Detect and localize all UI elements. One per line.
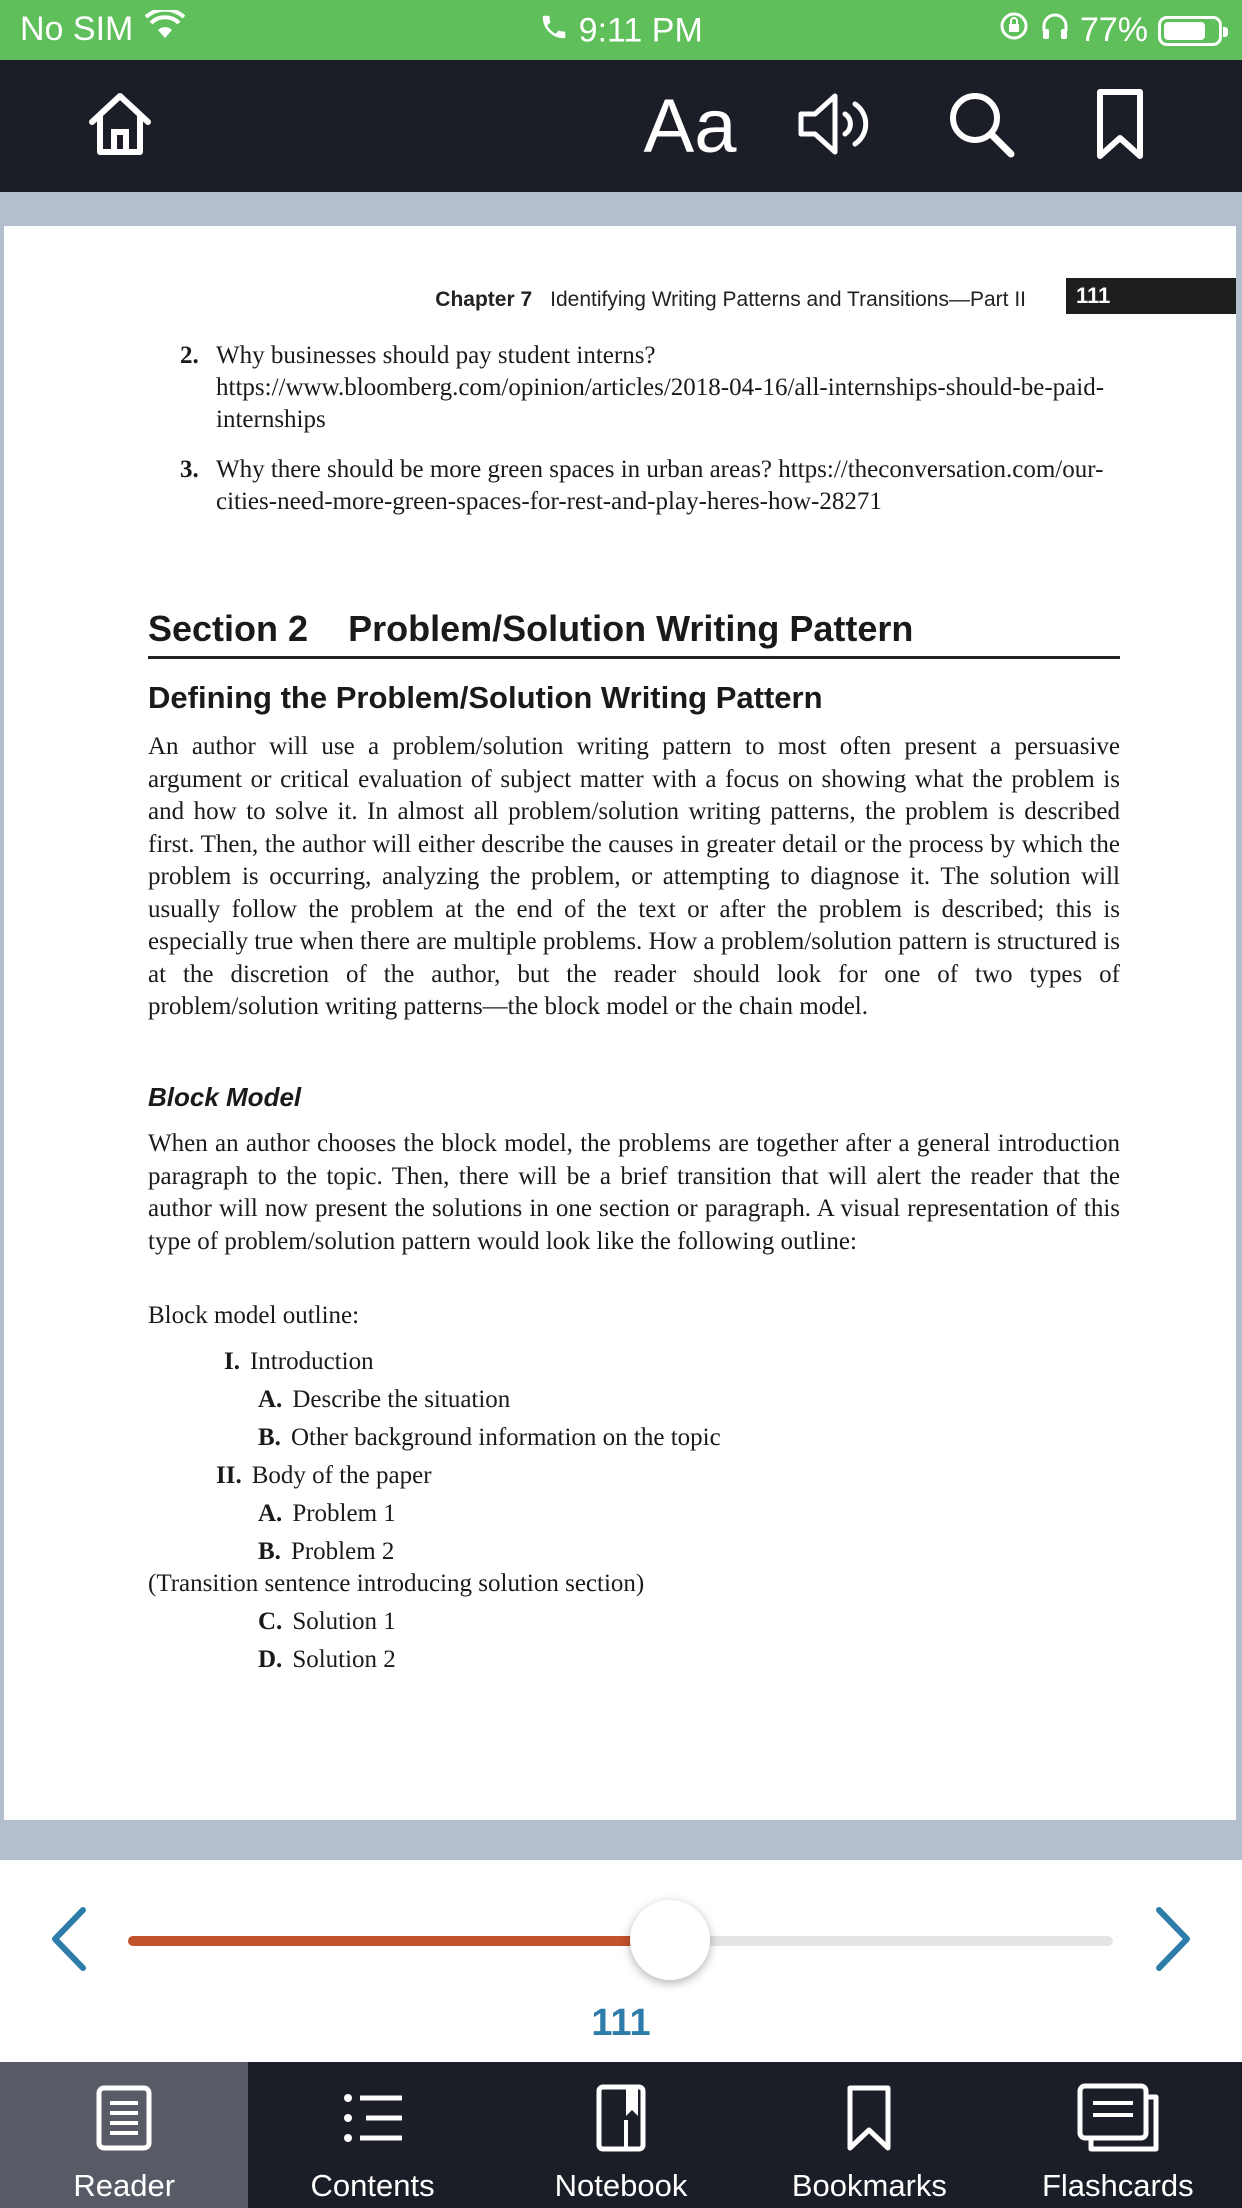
tab-label: Flashcards — [1041, 2168, 1194, 2203]
speaker-icon — [795, 88, 875, 165]
outline-item — [258, 1646, 396, 1674]
outline-text: Introduction — [249, 1348, 374, 1375]
chapter-title: Identifying Writing Patterns and Transitions—Part II — [550, 288, 1026, 311]
outline-text: Body of the paper — [251, 1462, 432, 1489]
tab-label: Bookmarks — [791, 2168, 947, 2203]
font-size-button[interactable] — [640, 84, 740, 168]
outline-item — [258, 1424, 721, 1452]
item-text: Why there should be more green spaces in urban areas? https://theconversation.com/our-cities-need-more-green-spaces-for-rest-and-play-heres-how-28271 — [216, 456, 1104, 515]
outline-text: Problem 2 — [290, 1538, 395, 1565]
tab-label: Contents — [310, 2168, 435, 2203]
chapter-label: Chapter 7 — [435, 288, 533, 311]
running-head — [435, 288, 1026, 312]
contents-list-icon — [342, 2090, 404, 2151]
block-model-heading: Block Model — [148, 1082, 302, 1112]
bottom-tab-bar — [0, 2062, 1242, 2208]
outline-item — [258, 1538, 394, 1566]
outline-item — [224, 1348, 374, 1376]
carrier-label: No SIM — [20, 10, 134, 48]
outline-item — [258, 1386, 510, 1414]
book-page[interactable] — [4, 226, 1236, 1820]
page-navigator — [0, 1860, 1242, 2062]
item-number: 2. — [180, 342, 199, 369]
tab-contents[interactable] — [248, 2062, 496, 2208]
bookmark-button[interactable] — [1080, 84, 1160, 168]
outline-num: D. — [258, 1646, 283, 1673]
section-heading — [148, 608, 1120, 659]
reader-toolbar — [0, 60, 1242, 192]
bookmark-icon — [1092, 88, 1148, 165]
phone-icon — [539, 12, 578, 50]
search-icon — [945, 88, 1017, 165]
numbered-item — [180, 454, 1120, 518]
status-right — [998, 10, 1222, 51]
outline-num: II. — [216, 1462, 242, 1489]
block-model-paragraph: When an author chooses the block model, the problems are together after a general introduction paragraph to the topic. Then, there will be a brief transition that will alert the reader that the author will now present the solutions in one section or paragraph. A visual representation of this type of problem/solution pattern would look like the following outline: — [148, 1130, 1120, 1255]
outline-num: B. — [258, 1424, 281, 1451]
outline-text: Describe the situation — [292, 1386, 511, 1413]
home-button[interactable] — [76, 84, 164, 168]
notebook-icon — [596, 2084, 646, 2157]
clock: 9:11 PM — [578, 11, 703, 50]
outline-num: A. — [258, 1386, 283, 1413]
outline-item — [258, 1500, 396, 1528]
font-size-icon: Aa — [643, 83, 737, 169]
outline-text: Other background information on the topic — [290, 1424, 721, 1451]
search-button[interactable] — [936, 84, 1026, 168]
orientation-lock-icon — [998, 10, 1030, 51]
chevron-right-icon — [1153, 1906, 1193, 1977]
section-number: Section 2 — [148, 608, 309, 649]
outline-item — [216, 1462, 432, 1490]
tab-bookmarks[interactable] — [745, 2062, 993, 2208]
section-title: Problem/Solution Writing Pattern — [348, 608, 914, 649]
subsection-heading: Defining the Problem/Solution Writing Pattern — [148, 680, 823, 715]
headphones-icon — [1040, 11, 1070, 50]
outline-item — [258, 1608, 396, 1636]
chevron-left-icon — [49, 1906, 89, 1977]
flashcards-icon — [1077, 2083, 1159, 2158]
tab-label: Notebook — [554, 2168, 688, 2203]
page-number-tab: 111 — [1066, 278, 1236, 314]
next-page-button[interactable] — [1148, 1906, 1198, 1976]
previous-page-button[interactable] — [44, 1906, 94, 1976]
outline-text: Solution 1 — [292, 1608, 396, 1635]
outline-label: Block model outline: — [148, 1302, 360, 1329]
home-icon — [84, 88, 156, 165]
page-slider-fill — [128, 1936, 670, 1946]
battery-icon — [1158, 16, 1222, 46]
tab-notebook[interactable] — [497, 2062, 745, 2208]
outline-text: Problem 1 — [292, 1500, 396, 1527]
outline-num: C. — [258, 1608, 283, 1635]
item-text: Why businesses should pay student interns? https://www.bloomberg.com/opinion/articles/2018-04-16/all-internships-should-be-paid-internships — [216, 342, 1105, 433]
intro-paragraph: An author will use a problem/solution writing pattern to most often present a persuasive argument or critical evaluation of subject matter with a focus on showing what the problem is and how to solve it. In almost all problem/solution writing patterns, the problem is described first. Then, the author will either describe the causes in greater detail or the process by which the problem is occurring, analyzing the problem, or attempting to diagnose it. The solution will usually follow the problem at the end of the text or after the problem is described; this is especially true when there are multiple problems. How a problem/solution pattern is structured is at the discretion of the author, but the reader should look for one of two types of problem/solution writing patterns—the block model or the chain model. — [148, 733, 1120, 1020]
outline-num: B. — [258, 1538, 281, 1565]
tab-label: Reader — [73, 2168, 176, 2203]
outline-transition: (Transition sentence introducing solution section) — [148, 1570, 645, 1597]
reader-icon — [96, 2085, 152, 2156]
bookmarks-icon — [845, 2084, 893, 2157]
outline-num: I. — [224, 1348, 240, 1375]
numbered-item — [180, 340, 1120, 436]
battery-percent: 77% — [1079, 11, 1148, 49]
page-slider-thumb[interactable] — [630, 1900, 710, 1980]
current-page-number: 111 — [591, 2002, 651, 2044]
tab-reader[interactable] — [0, 2062, 248, 2208]
item-number: 3. — [180, 456, 199, 483]
read-aloud-button[interactable] — [790, 84, 880, 168]
outline-text: Solution 2 — [292, 1646, 396, 1673]
page-slider-track[interactable] — [128, 1936, 1113, 1946]
tab-flashcards[interactable] — [994, 2062, 1242, 2208]
outline-num: A. — [258, 1500, 283, 1527]
status-bar — [0, 0, 1242, 60]
